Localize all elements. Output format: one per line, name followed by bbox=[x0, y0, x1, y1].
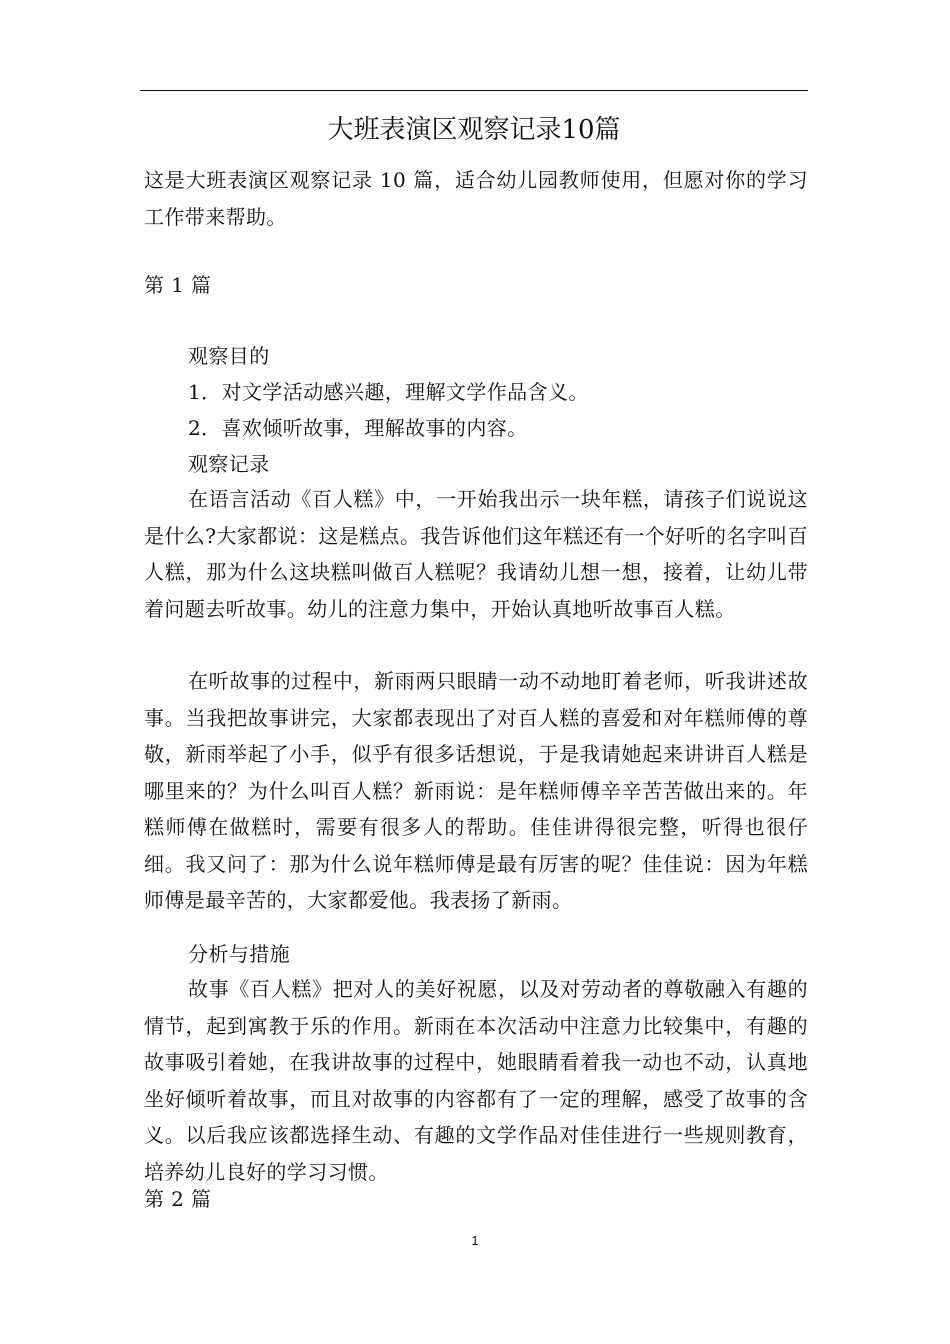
record-heading: 观察记录 bbox=[188, 452, 270, 476]
document-title: 大班表演区观察记录10篇 bbox=[327, 115, 621, 145]
analysis-heading: 分析与措施 bbox=[188, 942, 290, 966]
purpose-heading: 观察目的 bbox=[188, 344, 270, 368]
record-paragraph-2: 在听故事的过程中，新雨两只眼睛一动不动地盯着老师，听我讲述故事。当我把故事讲完，大家都表现出了对百人糕的喜爱和对年糕师傅的尊敬，新雨举起了小手，似乎有很多话想说，于是我请她起来讲讲百人糕是哪里来的？为什么叫百人糕？新雨说：是年糕师傅辛辛苦苦做出来的。年糕师傅在做糕时，需要有很多人的帮助。佳佳讲得很完整，听得也很仔细。我又问了：那为什么说年糕师傅是最有厉害的呢？佳佳说：因为年糕师傅是最辛苦的，大家都爱他。我表扬了新雨。 bbox=[144, 669, 808, 912]
purpose-item-1: 1．对文学活动感兴趣，理解文学作品含义。 bbox=[188, 380, 589, 404]
part-1-heading: 第 1 篇 bbox=[144, 273, 212, 297]
header-rule bbox=[140, 90, 808, 91]
intro-paragraph: 这是大班表演区观察记录 10 篇，适合幼儿园教师使用，但愿对你的学习工作带来帮助。 bbox=[144, 168, 808, 229]
purpose-item-2: 2．喜欢倾听故事，理解故事的内容。 bbox=[188, 416, 528, 440]
record-paragraph-1: 在语言活动《百人糕》中，一开始我出示一块年糕，请孩子们说说这是什么?大家都说：这是糕点。我告诉他们这年糕还有一个好听的名字叫百人糕，那为什么这块糕叫做百人糕呢？我请幼儿想一想，接着，让幼儿带着问题去听故事。幼儿的注意力集中，开始认真地听故事百人糕。 bbox=[144, 487, 808, 621]
page-number: 1 bbox=[471, 1233, 479, 1248]
part-2-heading: 第 2 篇 bbox=[144, 1187, 212, 1211]
analysis-paragraph: 故事《百人糕》把对人的美好祝愿，以及对劳动者的尊敬融入有趣的情节，起到寓教于乐的作用。新雨在本次活动中注意力比较集中，有趣的故事吸引着她，在我讲故事的过程中，她眼睛看着我一动也不动，认真地坐好倾听着故事，而且对故事的内容都有了一定的理解，感受了故事的含义。以后我应该都选择生动、有趣的文学作品对佳佳进行一些规则教育，培养幼儿良好的学习习惯。 bbox=[144, 977, 808, 1184]
